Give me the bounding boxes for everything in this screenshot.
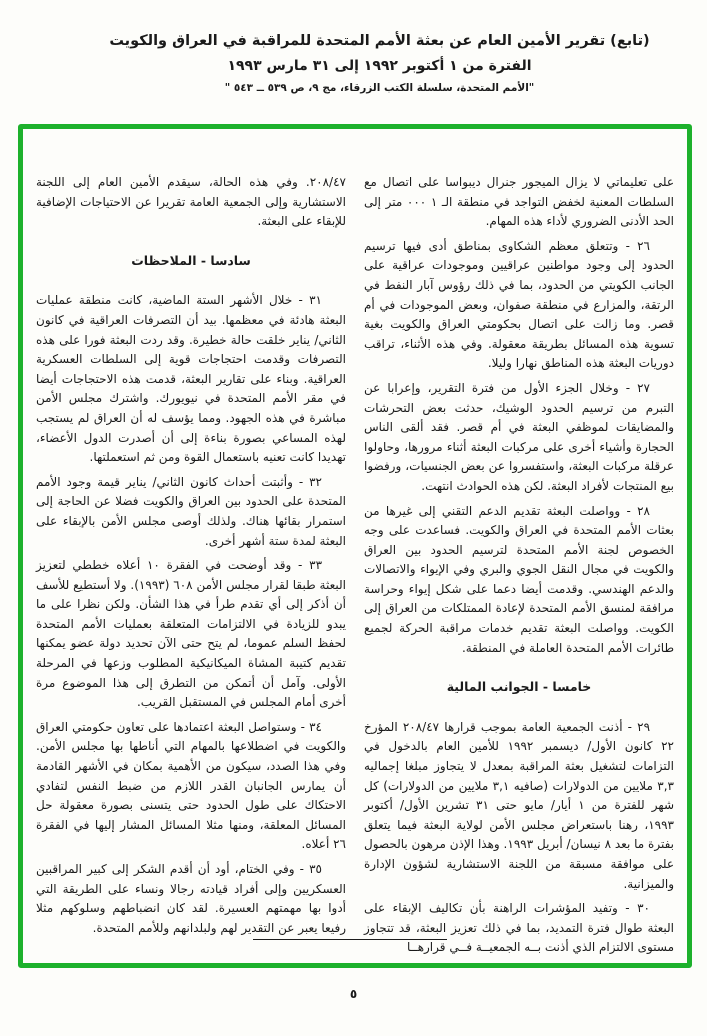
column-left — [36, 173, 346, 963]
page-number: ٥ — [349, 987, 358, 1001]
paragraph-29: ٢٩ - أذنت الجمعية العامة بموجب قرارها ٢٠٨/٤٧ المؤرخ ٢٢ كانون الأول/ ديسمبر ١٩٩٢ للأمين العام بالدخول في التزامات لتشغيل بعثة المراقبة بمعدل لا يتجاوز مبلغا إجماليه ٣,٣ ملايين من الدولارات (صافيه ٣,١ ملايين من الدولارات) كل شهر للفترة من ١ أيار/ مايو حتى ٣١ تشرين الأول/ أكتوبر ١٩٩٣، رهنا باستعراض مجلس الأمن لولاية البعثة فيما يتعلق بفترة ما بعد ٨ نيسان/ أبريل ١٩٩٣. وهذا الإذن مرهون بالحصول على موافقة مسبقة من اللجنة الاستشارية لشؤون الإدارة والميزانية. — [364, 719, 674, 891]
paragraph-33: ٣٣ - وقد أوضحت في الفقرة ١٠ أعلاه خططي لتعزيز البعثة طبقا لقرار مجلس الأمن ٦٠٨ (١٩٩٣). ولا أستطيع للأسف أن أذكر إلى أي تقدم طرأ في هذا الشأن. ولكن نظرا على ما يبدو للزيادة في الالتزامات المتعلقة بعمليات الأمم المتحدة لحفظ السلم عموما، لم يتح حتى الآن تحديد دولة عضو يمكنها تقديم كتيبة المشاة الميكانيكية المطلوب وزعها في المرحلة الأولى. وآمل أن أتمكن من التطرق إلى هذا الموضوع مرة أخرى أمام المجلس في المستقبل القريب. — [36, 558, 347, 710]
paragraph-continuation-right: على تعليماتي لا يزال الميجور جنرال ديبواسا على اتصال مع السلطات المعنية لخفض التواجد في منطقة الـ ١ ٠٠٠ متر إلى الحد الأدنى الضروري لأداء هذه المهام. — [364, 175, 675, 229]
paragraph-28: ٢٨ - وواصلت البعثة تقديم الدعم التقني إلى غيرها من بعثات الأمم المتحدة في العراق والكويت. فساعدت على وجه الخصوص لجنة الأمم المتحدة لترسيم الحدود بين العراق والكويت في مجال النقل الجوي والبري وفي الإيواء والاتصالات والدعم الهندسي. وقدمت أيضا دعما على شكل إيواء وحراسة مرافقة لمنسق الأمم المتحدة لإعادة الممتلكات من العراق إلى الكويت. وواصلت البعثة تقديم خدمات مراقبة الحركة لجميع طائرات الأمم المتحدة العاملة في المنطقة. — [364, 503, 674, 655]
paragraph-continuation-left: ٢٠٨/٤٧. وفي هذه الحالة، سيقدم الأمين العام إلى اللجنة الاستشارية وإلى الجمعية العامة تقريرا عن الاحتياجات الإضافية للإبقاء على البعثة. — [36, 175, 346, 229]
paragraph-32: ٣٢ - وأثبتت أحداث كانون الثاني/ يناير قيمة وجود الأمم المتحدة على الحدود بين العراق والكويت فضلا عن الحاجة إلى استمرار بقائها هناك. ولذلك أوصى مجلس الأمن بالإبقاء على البعثة لمدة ستة أشهر أخرى. — [36, 474, 346, 548]
two-column-text — [23, 129, 687, 963]
paragraph-27: ٢٧ - وخلال الجزء الأول من فترة التقرير، وإعرابا عن التبرم من ترسيم الحدود الوشيك، حدثت بعض التحرشات والمضايقات لموظفي البعثة في أم قصر. فقد ألقى الناس الحجارة وأشياء أخرى على مركبات البعثة أثناء مرورها، وحاولوا عرقلة مركبات البعثة، واستفسروا عن بعض الجنسيات، ورفضوا بيع المنتجات لأفراد البعثة. لكن هذه الحوادث انتهت. — [364, 380, 674, 493]
paragraph-30: ٣٠ - وتفيد المؤشرات الراهنة بأن تكاليف الإبقاء على البعثة طوال فترة التمديد، بما في ذلك تعزيز البعثة، قد تتجاوز مستوى الالتزام الذي أذنت بــه الجمعيــة فــي قرارهــا — [364, 901, 674, 955]
document-header — [26, 33, 707, 94]
source-citation: "الأمم المتحدة، سلسلة الكتب الزرقاء، مج ٩، ص ٥٣٩ ــ ٥٤٣ " — [224, 82, 535, 94]
section-heading-financial-aspects: خامسا - الجوانب المالية — [446, 679, 592, 695]
paragraph-26: ٢٦ - وتتعلق معظم الشكاوى بمناطق أدى فيها ترسيم الحدود إلى وجود مواطنين عراقيين وموجودات عراقية على الجانب الكويتي من الحدود، بما في ذلك رؤوس آبار النفط في الرتقة، والمزارع في منطقة صفوان، وبعض الموجودات في أم قصر. وما زالت على اتصال بحكومتي العراق والكويت بغية تسوية هذه المسائل بطريقة معقولة. وفي هذه الأثناء، تراقب دوريات البعثة هذه المناطق نهارا وليلا. — [364, 238, 674, 371]
report-period: الفترة من ١ أكتوبر ١٩٩٢ إلى ٣١ مارس ١٩٩٣ — [227, 58, 532, 74]
footnote-rule — [253, 939, 447, 940]
paragraph-34: ٣٤ - وستواصل البعثة اعتمادها على تعاون حكومتي العراق والكويت في اضطلاعها بالمهام التي أناطها بها مجلس الأمن. وفي هذا الصدد، سيكون من الأهمية بمكان في الأشهر القادمة أن يمارس الجانبان القدر اللازم من ضبط النفس لتفادي الاحتكاك على طول الحدود حتى يتسنى بصورة معقولة حل المسائل المعلقة، ومنها مثلا المسائل المشار إليها في الفقرة ٢٦ أعلاه. — [36, 719, 346, 852]
paragraph-35: ٣٥ - وفي الختام، أود أن أقدم الشكر إلى كبير المراقبين العسكريين وإلى أفراد قيادته رجالا ونساء على الطريقة التي أدوا بها مهمتهم العسيرة. لقد كان انضباطهم وسلوكهم مثلا رفيعا يعبر عن التقدير لهم ولبلدانهم وللأمم المتحدة. — [36, 862, 346, 935]
report-title: (تابع) تقرير الأمين العام عن بعثة الأمم المتحدة للمراقبة في العراق والكويت — [109, 33, 650, 49]
section-heading-observations: سادسا - الملاحظات — [131, 252, 251, 268]
content-frame — [18, 124, 692, 968]
column-right — [364, 173, 674, 963]
paragraph-31: ٣١ - خلال الأشهر الستة الماضية، كانت منطقة عمليات البعثة هادئة في معظمها. بيد أن التصرفات العراقية في كانون الثاني/ يناير خلقت حالة خطيرة. وقد ردت البعثة فورا على هذه التصرفات وقدمت احتجاجات قوية إلى السلطات العسكرية العراقية. وبناء على تقارير البعثة، قدمت هذه الاحتجاجات أيضا في مقر الأمم المتحدة في نيويورك. واشترك مجلس الأمن مباشرة في هذه الجهود. ومما يؤسف له أن العراق لم يستجب لهذه المساعي بصورة بناءة إلى أن أصدرت الدول الأعضاء، تهديدا كانت تعنيه باستعمال القوة ومن ثم استعملتها. — [36, 293, 346, 465]
